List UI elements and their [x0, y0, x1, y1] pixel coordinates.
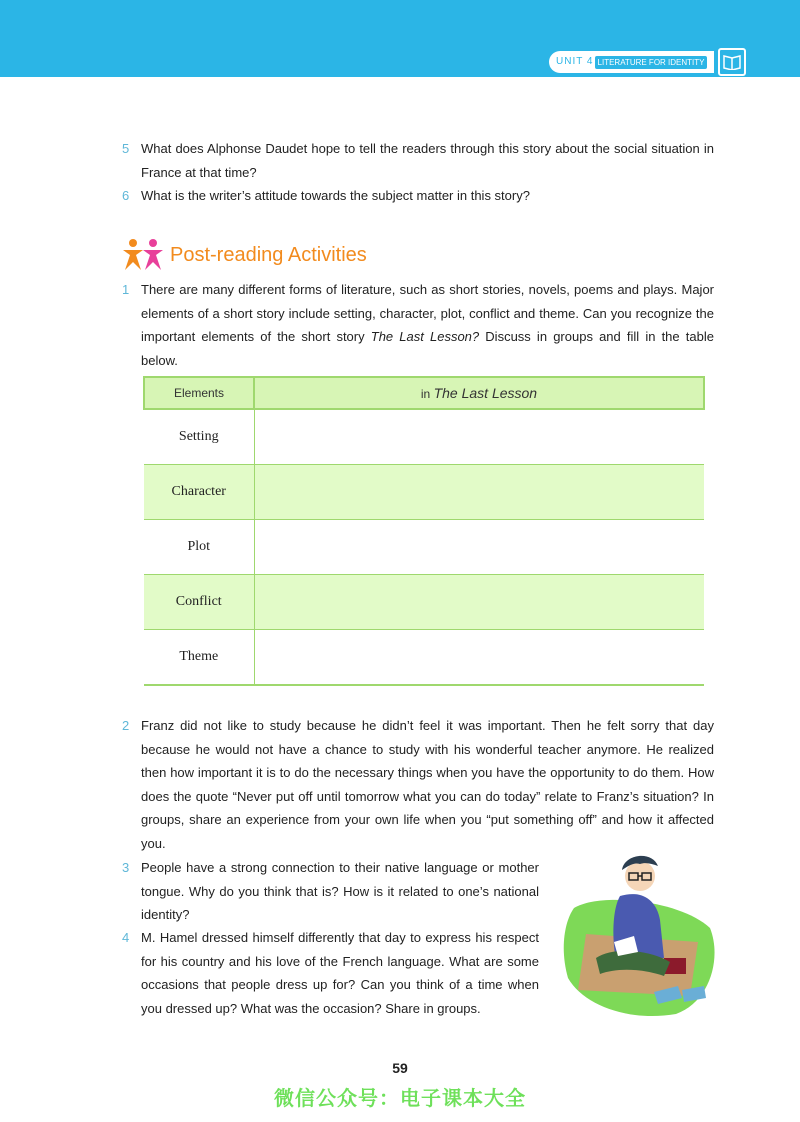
boy-reading-illustration [560, 850, 720, 1020]
question-text: Franz did not like to study because he didn’t feel it was important. Then he felt sorry that day because he would not have a chance to study with his wonderful teacher anymore. He realized then how important it is to do the necessary things when you have the opportunity to do them. How does the quote “Never put off until tomorrow what you can do today” relate to Franz’s situation? In groups, share an experience from your own life when you “put something off” and how it affected you. [141, 718, 714, 851]
header-bar [0, 0, 800, 77]
watermark: 微信公众号：电子课本大全 [274, 1088, 526, 1110]
answer-cell[interactable] [254, 520, 704, 575]
table-row [144, 630, 704, 686]
answer-cell[interactable] [254, 465, 704, 520]
question-text: M. Hamel dressed himself differently that day to express his respect for his country and his love of the French language. What are some occasions that people dress up for? Can you think of a time when you dressed up? What was the occasion? Share in groups. [141, 930, 539, 1016]
table-row [144, 409, 704, 465]
column-header-elements: Elements [144, 377, 254, 409]
answer-cell[interactable] [254, 409, 704, 465]
people-icon [122, 238, 166, 272]
question-number: 3 [122, 860, 130, 875]
book-icon [718, 48, 746, 76]
table-row [144, 465, 704, 520]
table-row [144, 520, 704, 575]
question-text: What does Alphonse Daudet hope to tell the readers through this story about the social situation in France at that time? [141, 141, 714, 180]
question-number: 6 [122, 188, 130, 203]
question-number: 4 [122, 930, 130, 945]
unit-label: UNIT 4 [556, 56, 594, 67]
page-number: 59 [392, 1060, 408, 1076]
section-title: Post-reading Activities [170, 244, 367, 266]
row-label: Theme [144, 630, 254, 686]
answer-cell[interactable] [254, 575, 704, 630]
question-text: There are many different forms of literature, such as short stories, novels, poems and plays. Major elements of a short story include setting, character, plot, conflict and theme. Can you recognize the important elements of the short story The Last Lesson? Discuss in groups and fill in the table below. [141, 282, 714, 368]
column-header-story: in The Last Lesson [254, 377, 704, 409]
question-number: 5 [122, 141, 130, 156]
story-title: The Last Lesson? [370, 329, 480, 344]
question-text: What is the writer’s attitude towards the subject matter in this story? [141, 188, 530, 203]
table-header [144, 377, 704, 409]
unit-title: LITERATURE FOR IDENTITY [595, 56, 707, 69]
unit-tab [549, 51, 714, 73]
question-number: 2 [122, 718, 130, 733]
row-label: Plot [144, 520, 254, 575]
elements-table [143, 376, 705, 686]
row-label: Character [144, 465, 254, 520]
row-label: Conflict [144, 575, 254, 630]
question-number: 1 [122, 282, 130, 297]
row-label: Setting [144, 409, 254, 465]
question-text: People have a strong connection to their native language or mother tongue. Why do you think that is? How is it related to one’s national identity? [141, 860, 539, 922]
answer-cell[interactable] [254, 630, 704, 686]
table-row [144, 575, 704, 630]
